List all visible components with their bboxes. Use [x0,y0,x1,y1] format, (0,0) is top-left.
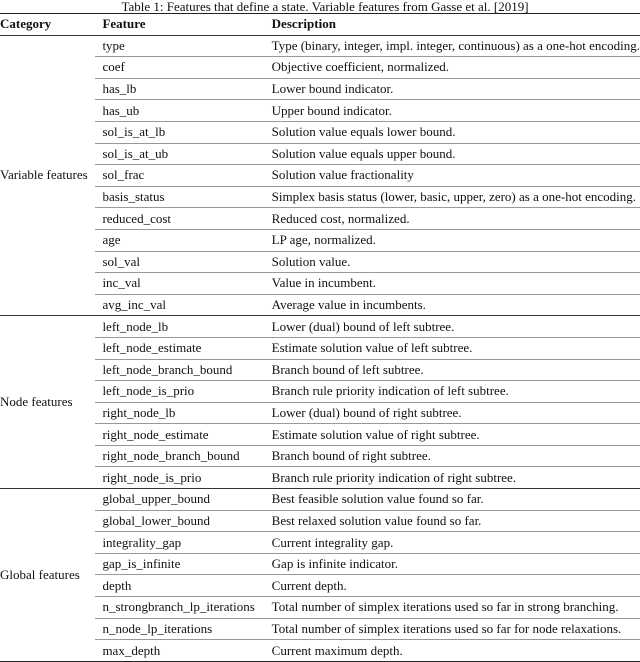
table-row [0,532,640,554]
table-row [0,251,640,273]
table-row [0,78,640,100]
table-row [0,618,640,640]
table-row [0,424,640,446]
feature-cell: sol_is_at_ub [102,145,169,161]
feature-cell: max_depth [102,642,161,658]
table-row [0,273,640,295]
feature-cell: right_node_branch_bound [102,448,240,464]
feature-cell: basis_status [102,189,165,205]
category-cell: Variable features [0,167,88,183]
header-row [0,14,640,36]
description-cell: Value in incumbent. [264,273,640,295]
feature-cell: sol_frac [102,167,145,183]
description-cell: Type (binary, integer, impl. integer, continuous) as a one-hot encoding. [264,35,640,57]
table-row [0,489,640,511]
table-row [0,597,640,619]
description-cell: Average value in incumbents. [264,294,640,316]
description-cell: Current depth. [264,575,640,597]
description-cell: Lower bound indicator. [264,78,640,100]
description-cell: Best feasible solution value found so far. [264,489,640,511]
features-table [0,13,640,662]
feature-cell: age [102,232,121,248]
table-row [0,208,640,230]
description-cell: Solution value equals lower bound. [264,121,640,143]
description-cell: Gap is infinite indicator. [264,553,640,575]
feature-cell: right_node_is_prio [102,469,202,485]
table-row [0,186,640,208]
feature-cell: left_node_branch_bound [102,361,233,377]
feature-cell: type [102,37,125,53]
description-cell: LP age, normalized. [264,229,640,251]
description-cell: Estimate solution value of left subtree. [264,337,640,359]
feature-cell: sol_is_at_lb [102,124,166,140]
description-cell: Objective coefficient, normalized. [264,57,640,79]
header-feature: Feature [95,14,263,36]
description-cell: Solution value equals upper bound. [264,143,640,165]
description-cell: Lower (dual) bound of right subtree. [264,402,640,424]
feature-cell: global_lower_bound [102,512,211,528]
table-row [0,553,640,575]
table-row [0,510,640,532]
feature-cell: n_node_lp_iterations [102,620,213,636]
feature-cell: global_upper_bound [102,491,211,507]
feature-cell: n_strongbranch_lp_iterations [102,599,255,615]
feature-cell: reduced_cost [102,210,172,226]
description-cell: Lower (dual) bound of left subtree. [264,316,640,338]
feature-cell: inc_val [102,275,141,291]
description-cell: Reduced cost, normalized. [264,208,640,230]
feature-cell: depth [102,577,132,593]
category-cell: Global features [0,489,95,662]
description-cell: Branch bound of right subtree. [264,445,640,467]
table-row [0,467,640,489]
feature-cell: avg_inc_val [102,297,166,313]
description-cell: Branch rule priority indication of left subtree. [264,381,640,403]
feature-cell: integrality_gap [102,534,182,550]
feature-cell: left_node_lb [102,318,169,334]
feature-cell: left_node_estimate [102,340,202,356]
table-row [0,165,640,187]
description-cell: Best relaxed solution value found so far. [264,510,640,532]
description-cell: Solution value fractionality [264,165,640,187]
table-caption: Table 1: Features that define a state. Variable features from Gasse et al. [2019] [121,0,529,14]
table-row [0,445,640,467]
feature-cell: has_ub [102,102,140,118]
description-cell: Branch rule priority indication of right subtree. [264,467,640,489]
description-cell: Estimate solution value of right subtree. [264,424,640,446]
header-description: Description [264,14,640,36]
feature-cell: coef [102,59,125,75]
table-row [0,121,640,143]
description-cell: Total number of simplex iterations used so far for node relaxations. [264,618,640,640]
feature-cell: left_node_is_prio [102,383,195,399]
description-cell: Current maximum depth. [264,640,640,662]
table-row [0,57,640,79]
table-row [0,359,640,381]
feature-cell: right_node_lb [102,404,176,420]
table-row [0,316,640,338]
table-row [0,381,640,403]
description-cell: Solution value. [264,251,640,273]
description-cell: Current integrality gap. [264,532,640,554]
description-cell: Total number of simplex iterations used so far in strong branching. [264,597,640,619]
table-row [0,100,640,122]
category-cell: Node features [0,316,95,489]
table-row [0,402,640,424]
table-row [0,35,640,57]
header-category: Category [0,14,95,36]
description-cell: Branch bound of left subtree. [264,359,640,381]
table-row [0,337,640,359]
table-row [0,640,640,662]
feature-cell: has_lb [102,81,137,97]
table-row [0,294,640,316]
feature-cell: sol_val [102,253,140,269]
table-row [0,143,640,165]
description-cell: Upper bound indicator. [264,100,640,122]
description-cell: Simplex basis status (lower, basic, upper, zero) as a one-hot encoding. [264,186,640,208]
feature-cell: gap_is_infinite [102,556,181,572]
feature-cell: right_node_estimate [102,426,209,442]
table-row [0,229,640,251]
table-row [0,575,640,597]
